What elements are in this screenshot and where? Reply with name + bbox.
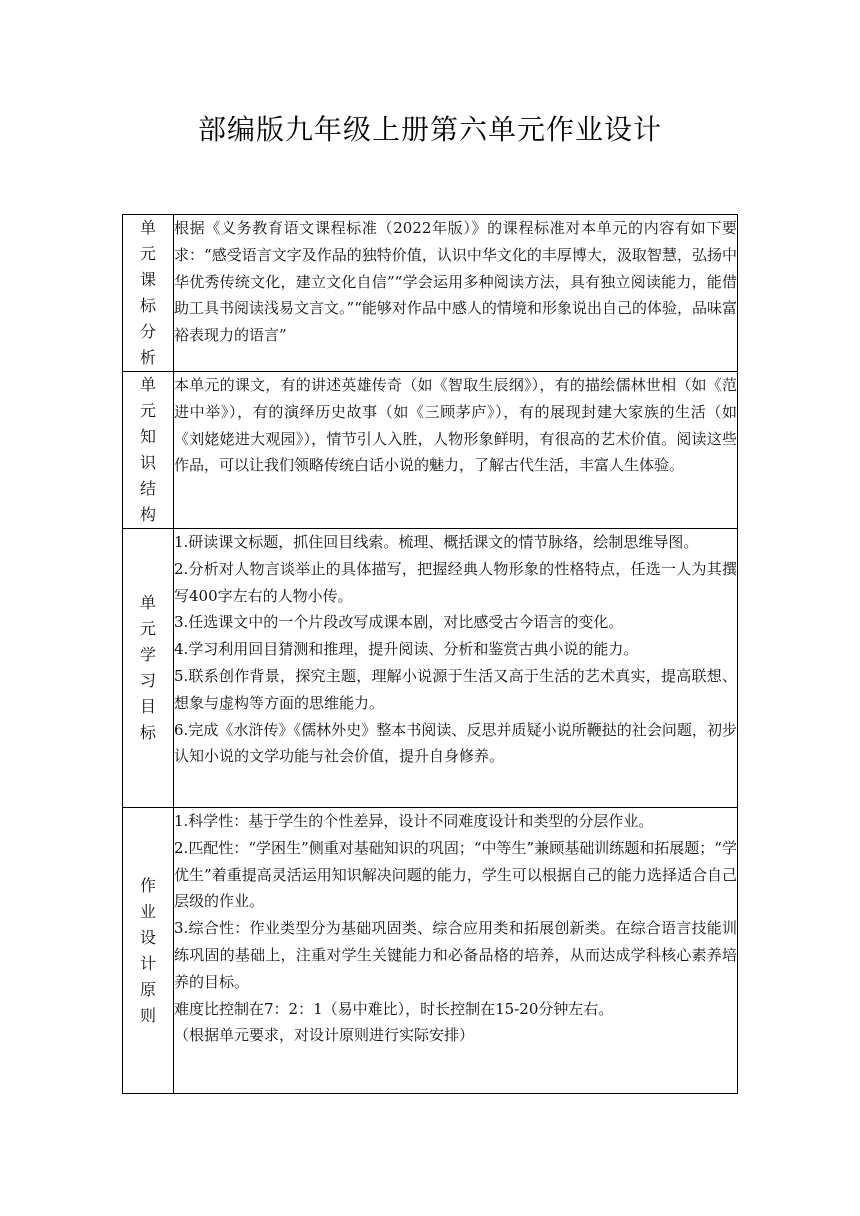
content-paragraph: 3.综合性：作业类型分为基础巩固类、综合应用类和拓展创新类。在综合语言技能训练巩固的基础上，注重对学生关键能力和必备品格的培养，从而达成学科核心素养培养的目标。	[174, 919, 737, 991]
content-paragraph: 根据《义务教育语文课程标准（2022年版）》的课程标准对本单元的内容有如下要求：“感受语言文字及作品的独特价值，认识中华文化的丰厚博大，汲取智慧，弘扬中华优秀传统文化，建立文化自信”“学会运用多种阅读方法，具有独立阅读能力，能借助工具书阅读浅易文言文。”“能够对作品中感人的情境和形象说出自己的体验，品味富裕表现力的语言”	[174, 219, 737, 345]
page-title: 部编版九年级上册第六单元作业设计	[197, 113, 662, 146]
content-paragraph: 6.完成《水浒传》《儒林外史》整本书阅读、反思并质疑小说所鞭挞的社会问题，初步认知小说的文学功能与社会价值，提升自身修养。	[174, 720, 737, 766]
content-paragraph: 本单元的课文，有的讲述英雄传奇（如《智取生辰纲》），有的描绘儒林世相（如《范进中举》），有的演绎历史故事（如《三顾茅庐》），有的展现封建大家族的生活（如《刘姥姥进大观园》），情节引人入胜，人物形象鲜明，有很高的艺术价值。阅读这些作品，可以让我们领略传统白话小说的魅力，了解古代生活，丰富人生体验。	[174, 376, 737, 475]
row-content	[174, 808, 738, 1094]
row-label	[123, 215, 174, 372]
content-paragraph: 4.学习利用回目猜测和推理，提升阅读、分析和鉴赏古典小说的能力。	[174, 640, 639, 659]
content-paragraph: 1.研读课文标题，抓住回目线索。梳理、概括课文的情节脉络，绘制思维导图。	[174, 533, 699, 551]
row-content	[174, 529, 738, 808]
row-label	[123, 808, 174, 1094]
content-paragraph: 难度比控制在7：2：1（易中难比），时长控制在15-20分钟左右。	[174, 999, 614, 1018]
row-label-line: 原则	[139, 979, 156, 1025]
content-paragraph: 2.匹配性：“学困生”侧重对基础知识的巩固；“中等生”兼顾基础训练题和拓展题；“学优生”着重提高灵活运用知识解决问题的能力，学生可以根据自己的能力选择适合自己层级的作业。	[174, 838, 737, 911]
row-content	[174, 215, 738, 372]
table-row	[123, 215, 738, 372]
row-label-line: 学习	[139, 645, 156, 690]
content-paragraph: 3.任选课文中的一个片段改写成课本剧，对比感受古今语言的变化。	[174, 613, 624, 632]
row-label-line: 设计	[139, 927, 156, 973]
row-label-line: 分析	[139, 322, 156, 367]
row-label-line: 单元	[139, 593, 156, 638]
row-content	[174, 372, 738, 529]
row-label-line: 结构	[139, 479, 156, 524]
row-label-line: 单元	[139, 218, 156, 263]
table-row	[123, 529, 738, 808]
table-row	[123, 372, 738, 529]
row-label-line: 目标	[139, 697, 156, 742]
row-label-line: 课标	[139, 270, 156, 315]
content-paragraph: （根据单元要求，对设计原则进行实际安排）	[174, 1026, 475, 1045]
content-paragraph: 2.分析对人物言谈举止的具体描写，把握经典人物形象的性格特点，任选一人为其撰写400字左右的人物小传。	[174, 559, 737, 605]
row-label	[123, 529, 174, 808]
content-paragraph: 1.科学性：基于学生的个性差异，设计不同难度设计和类型的分层作业。	[174, 812, 654, 830]
table-row	[123, 808, 738, 1094]
content-paragraph: 5.联系创作背景，探究主题，理解小说源于生活又高于生活的艺术真实，提高联想、想象与虚构等方面的思维能力。	[174, 666, 737, 712]
row-label	[123, 372, 174, 529]
design-table	[122, 214, 738, 1094]
row-label-line: 作业	[139, 875, 156, 921]
row-label-line: 知识	[139, 427, 156, 472]
row-label-line: 单元	[139, 375, 156, 420]
